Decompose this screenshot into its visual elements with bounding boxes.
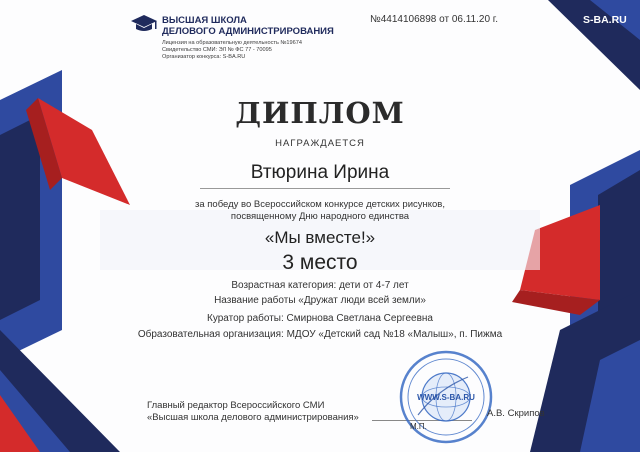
age-category: Возрастная категория: дети от 4-7 лет <box>231 280 409 291</box>
award-reason <box>0 199 640 222</box>
awarded-label: НАГРАЖДАЕТСЯ <box>275 138 365 149</box>
signatory-name: А.В. Скрипов <box>487 408 545 419</box>
award-reason-line-2: посвященному Дню народного единства <box>230 210 410 222</box>
certificate-number: №4414106898 от 06.11.20 г. <box>370 14 498 25</box>
editor-credit <box>147 400 359 423</box>
contest-name: «Мы вместе!» <box>264 228 376 247</box>
work-title: Название работы «Дружат люди всей земли» <box>214 295 426 306</box>
editor-credit-line-1: Главный редактор Всероссийского СМИ <box>147 400 325 411</box>
official-stamp-icon <box>398 349 494 445</box>
site-tag: S-BA.RU <box>583 14 627 26</box>
logo-title <box>162 15 334 37</box>
curator: Куратор работы: Смирнова Светлана Сергеевна <box>207 313 433 324</box>
logo-title-line-1: ВЫСШАЯ ШКОЛА <box>162 15 247 26</box>
place-awarded: 3 место <box>282 251 358 274</box>
license-line: Лицензия на образовательную деятельность №19674 <box>162 40 302 46</box>
mp-label: М.П. <box>410 422 427 431</box>
diploma-title: ДИПЛОМ <box>235 96 405 130</box>
media-registration-line: Свидетельство СМИ: ЭЛ № ФС 77 - 70095 <box>162 47 272 53</box>
recipient-name: Втюрина Ирина <box>250 162 390 183</box>
stamp-text: WWW.S-BA.RU <box>417 393 475 402</box>
organizer-line: Организатор конкурса: S-BA.RU <box>162 54 246 60</box>
editor-credit-line-2: «Высшая школа делового администрирования» <box>147 411 359 423</box>
award-reason-line-1: за победу во Всероссийском конкурсе детских рисунков, <box>194 199 445 210</box>
logo-title-line-2: ДЕЛОВОГО АДМИНИСТРИРОВАНИЯ <box>162 26 334 37</box>
organization: Образовательная организация: МДОУ «Детский сад №18 «Малыш», п. Пижма <box>137 329 503 340</box>
recipient-underline <box>200 188 450 189</box>
logo-license-info <box>162 40 302 61</box>
graduation-cap-icon <box>130 14 158 34</box>
